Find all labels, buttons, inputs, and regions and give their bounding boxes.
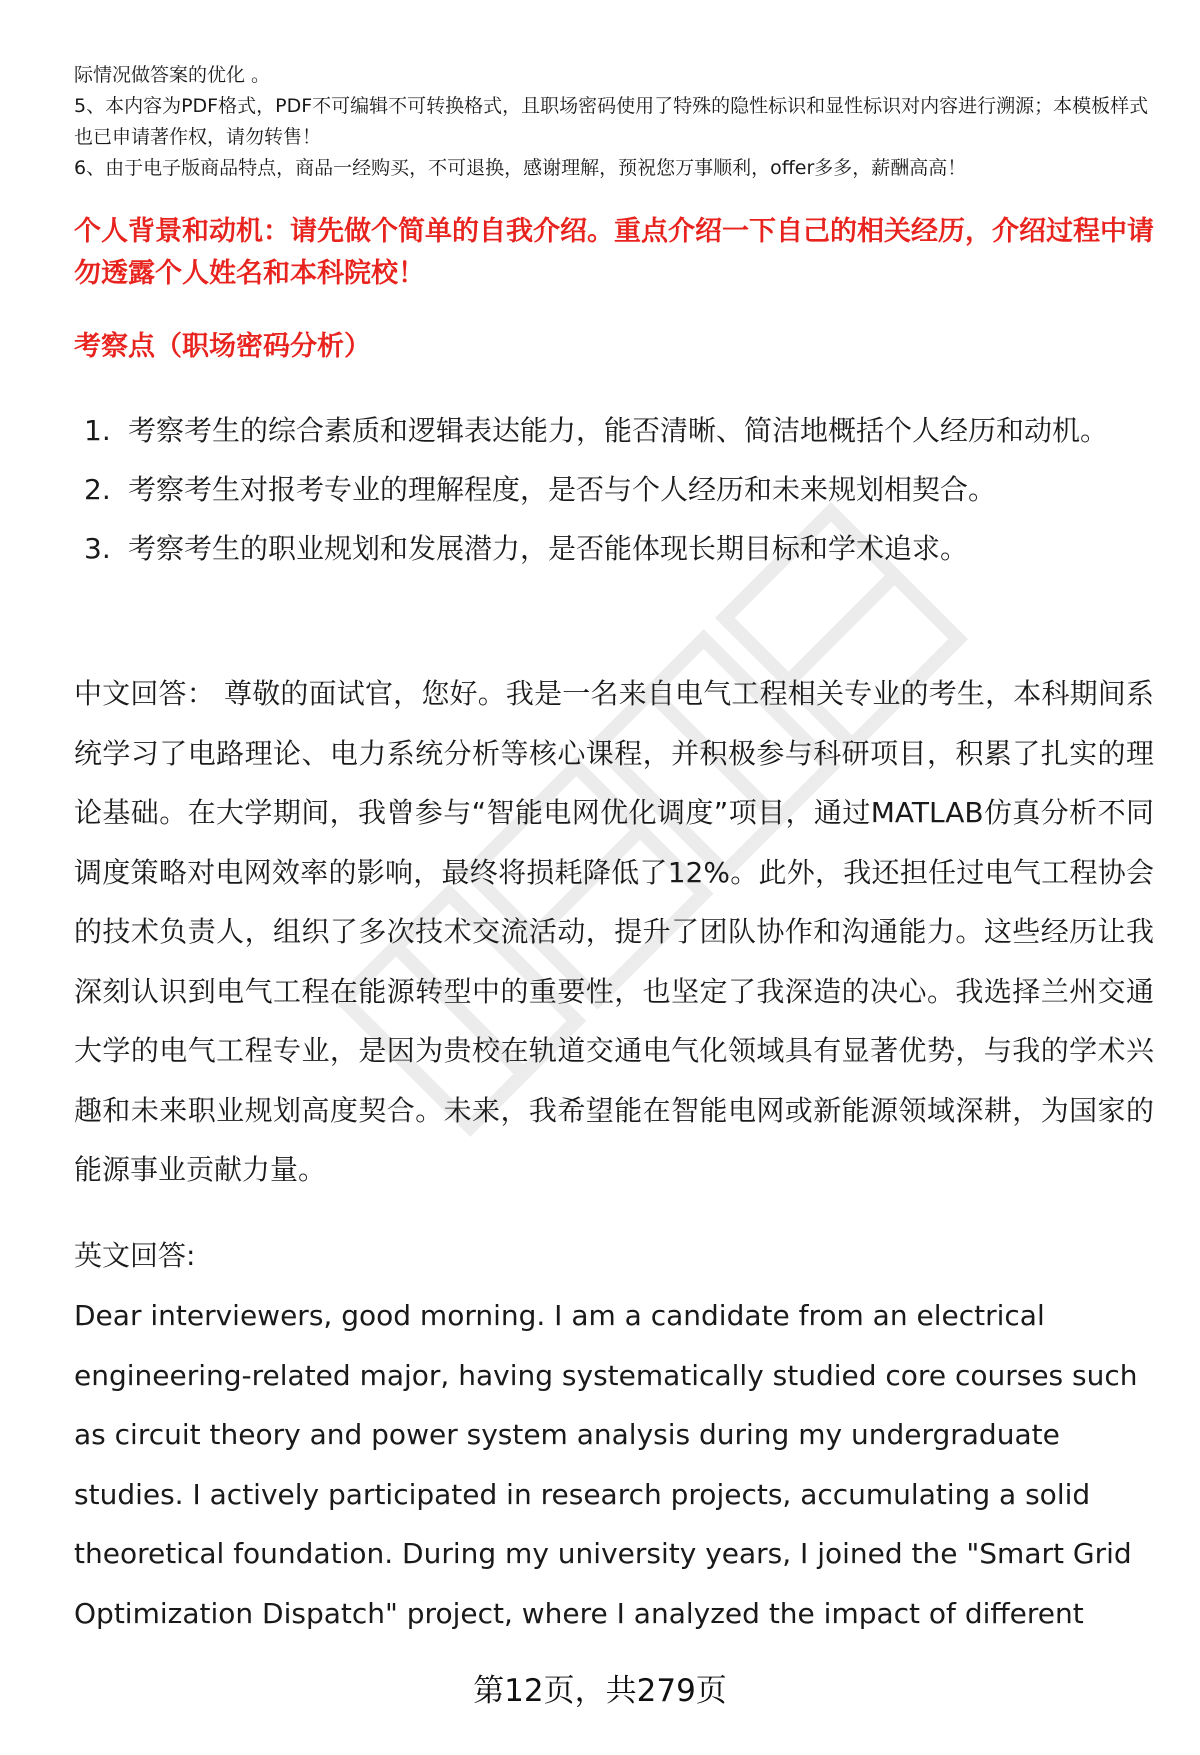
english-answer: Dear interviewers, good morning. I am a candidate from an electrical engineering-related major, having systematically studied core courses such as circuit theory and power system analysis during my undergraduate studies. I actively participated in research projects, accumulating a solid theoretical foundation. During my university years, I joined the "Smart Grid Optimization Dispatch" project, where I analyzed the impact of different (74, 1299, 1138, 1630)
list-item (84, 460, 1144, 519)
page-number-footer: 第12页，共279页 (473, 1673, 727, 1709)
note-line-5: 5、本内容为PDF格式，PDF不可编辑不可转换格式，且职场密码使用了特殊的隐性标识和显性标识对内容进行溯源；本模板样式也已申请著作权，请勿转售！ (74, 95, 1149, 148)
chinese-answer: 中文回答： 尊敬的面试官，您好。我是一名来自电气工程相关专业的考生，本科期间系统学习了电路理论、电力系统分析等核心课程，并积极参与科研项目，积累了扎实的理论基础。在大学期间，我曾参与“智能电网优化调度”项目，通过MATLAB仿真分析不同调度策略对电网效率的影响，最终将损耗降低了12%。此外，我还担任过电气工程协会的技术负责人，组织了多次技术交流活动，提升了团队协作和沟通能力。这些经历让我深刻认识到电气工程在能源转型中的重要性，也坚定了我深造的决心。我选择兰州交通大学的电气工程专业，是因为贵校在轨道交通电气化领域具有显著优势，与我的学术兴趣和未来职业规划高度契合。未来，我希望能在智能电网或新能源领域深耕，为国家的能源事业贡献力量。 (74, 677, 1154, 1186)
english-answer-label: 英文回答: (74, 1239, 196, 1272)
list-item-number: 3. (84, 532, 111, 565)
note-line-6: 6、由于电子版商品特点，商品一经购买，不可退换，感谢理解，预祝您万事顺利，offer多多，薪酬高高！ (74, 157, 967, 179)
list-item-number: 1. (84, 414, 111, 447)
assessment-points-list (84, 401, 1144, 578)
list-item (84, 519, 1144, 578)
question-title: 个人背景和动机：请先做个简单的自我介绍。重点介绍一下自己的相关经历，介绍过程中请勿透露个人姓名和本科院校！ (74, 216, 1154, 289)
notes-section (74, 60, 1164, 184)
list-item-text: 考察考生对报考专业的理解程度，是否与个人经历和未来规划相契合。 (128, 473, 997, 506)
list-item-number: 2. (84, 473, 111, 506)
list-item (84, 401, 1144, 460)
points-heading: 考察点（职场密码分析） (74, 331, 371, 362)
list-item-text: 考察考生的职业规划和发展潜力，是否能体现长期目标和学术追求。 (128, 532, 969, 565)
list-item-text: 考察考生的综合素质和逻辑表达能力，能否清晰、简洁地概括个人经历和动机。 (128, 414, 1109, 447)
note-line-continued: 际情况做答案的优化 。 (74, 64, 271, 86)
